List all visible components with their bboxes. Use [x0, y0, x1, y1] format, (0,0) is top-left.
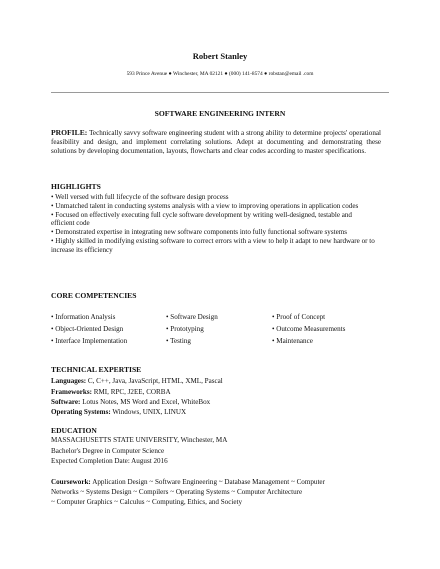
education-school: MASSACHUSETTS STATE UNIVERSITY, Winchester, MA	[51, 436, 228, 444]
highlight-item: • Focused on effectively executing full cycle software development by writing well-designed, testable and efficient code	[51, 210, 352, 228]
highlights-heading: HIGHLIGHTS	[51, 182, 101, 191]
education-completion: Expected Completion Date: August 2016	[51, 457, 168, 465]
tech-label: Frameworks:	[51, 388, 92, 396]
tech-value: C, C++, Java, JavaScript, HTML, XML, Pascal	[87, 377, 223, 385]
competency-item: • Prototyping	[166, 325, 204, 333]
coursework-line: ~ Computer Graphics ~ Calculus ~ Computing, Ethics, and Society	[51, 498, 243, 506]
tech-label: Operating Systems:	[51, 408, 111, 416]
education-degree: Bachelor's Degree in Computer Science	[51, 447, 165, 455]
competency-item: • Information Analysis	[51, 313, 116, 321]
technical-heading: TECHNICAL EXPERTISE	[51, 365, 142, 374]
coursework-label: Coursework:	[51, 478, 91, 486]
header-divider	[51, 92, 389, 93]
tech-value: Windows, UNIX, LINUX	[112, 408, 187, 416]
education-heading: EDUCATION	[51, 426, 97, 435]
tech-frameworks	[51, 388, 171, 396]
tech-languages	[51, 377, 223, 385]
highlight-item: • Demonstrated expertise in integrating new software components into fully functional software systems	[51, 228, 348, 237]
competency-item: • Testing	[166, 337, 191, 345]
profile-label: PROFILE:	[51, 128, 88, 137]
tech-os	[51, 408, 186, 416]
candidate-name: Robert Stanley	[192, 51, 248, 61]
competency-item: • Software Design	[166, 313, 218, 321]
highlight-item: • Well versed with full lifecycle of the software design process	[51, 193, 229, 201]
profile-section	[51, 129, 381, 155]
tech-value: Lotus Notes, MS Word and Excel, WhiteBox	[82, 398, 211, 406]
competency-item: • Proof of Concept	[272, 313, 326, 321]
tech-value: RMI, RPC, J2EE, CORBA	[93, 388, 171, 396]
profile-text: Technically savvy software engineering student with a strong ability to determine projects' operational feasibility and design, and implement correlating solutions. Adept at documenting and demonstrating these solutions by developing documentation, layouts, flowcharts and clear codes according to master specifications.	[51, 129, 381, 155]
coursework-text: Application Design ~ Software Engineering ~ Database Management ~ Computer	[92, 478, 325, 486]
tech-label: Software:	[51, 398, 81, 406]
highlight-item: • Unmatched talent in conducting systems analysis with a view to improving operations in application codes	[51, 201, 359, 210]
resume-title: SOFTWARE ENGINEERING INTERN	[154, 109, 286, 118]
competency-item: • Maintenance	[272, 337, 313, 345]
competency-item: • Outcome Measurements	[272, 325, 346, 333]
coursework-line: Networks ~ Systems Design ~ Compilers ~ Operating Systems ~ Computer Architecture	[51, 488, 303, 496]
highlights-list	[51, 193, 377, 255]
contact-line: 593 Prince Avenue ● Winchester, MA 02121 ● (000) 141-8574 ● robstan@email .com	[126, 71, 314, 77]
tech-software	[51, 398, 210, 406]
tech-label: Languages:	[51, 377, 87, 385]
highlight-item: • Highly skilled in modifying existing software to correct errors with a view to help it adapt to new hardware or to increase its efficiency	[51, 236, 375, 254]
coursework-line	[51, 478, 325, 486]
competencies-heading: CORE COMPETENCIES	[51, 291, 137, 300]
competency-item: • Object-Oriented Design	[51, 325, 124, 333]
competency-item: • Interface Implementation	[51, 337, 128, 345]
